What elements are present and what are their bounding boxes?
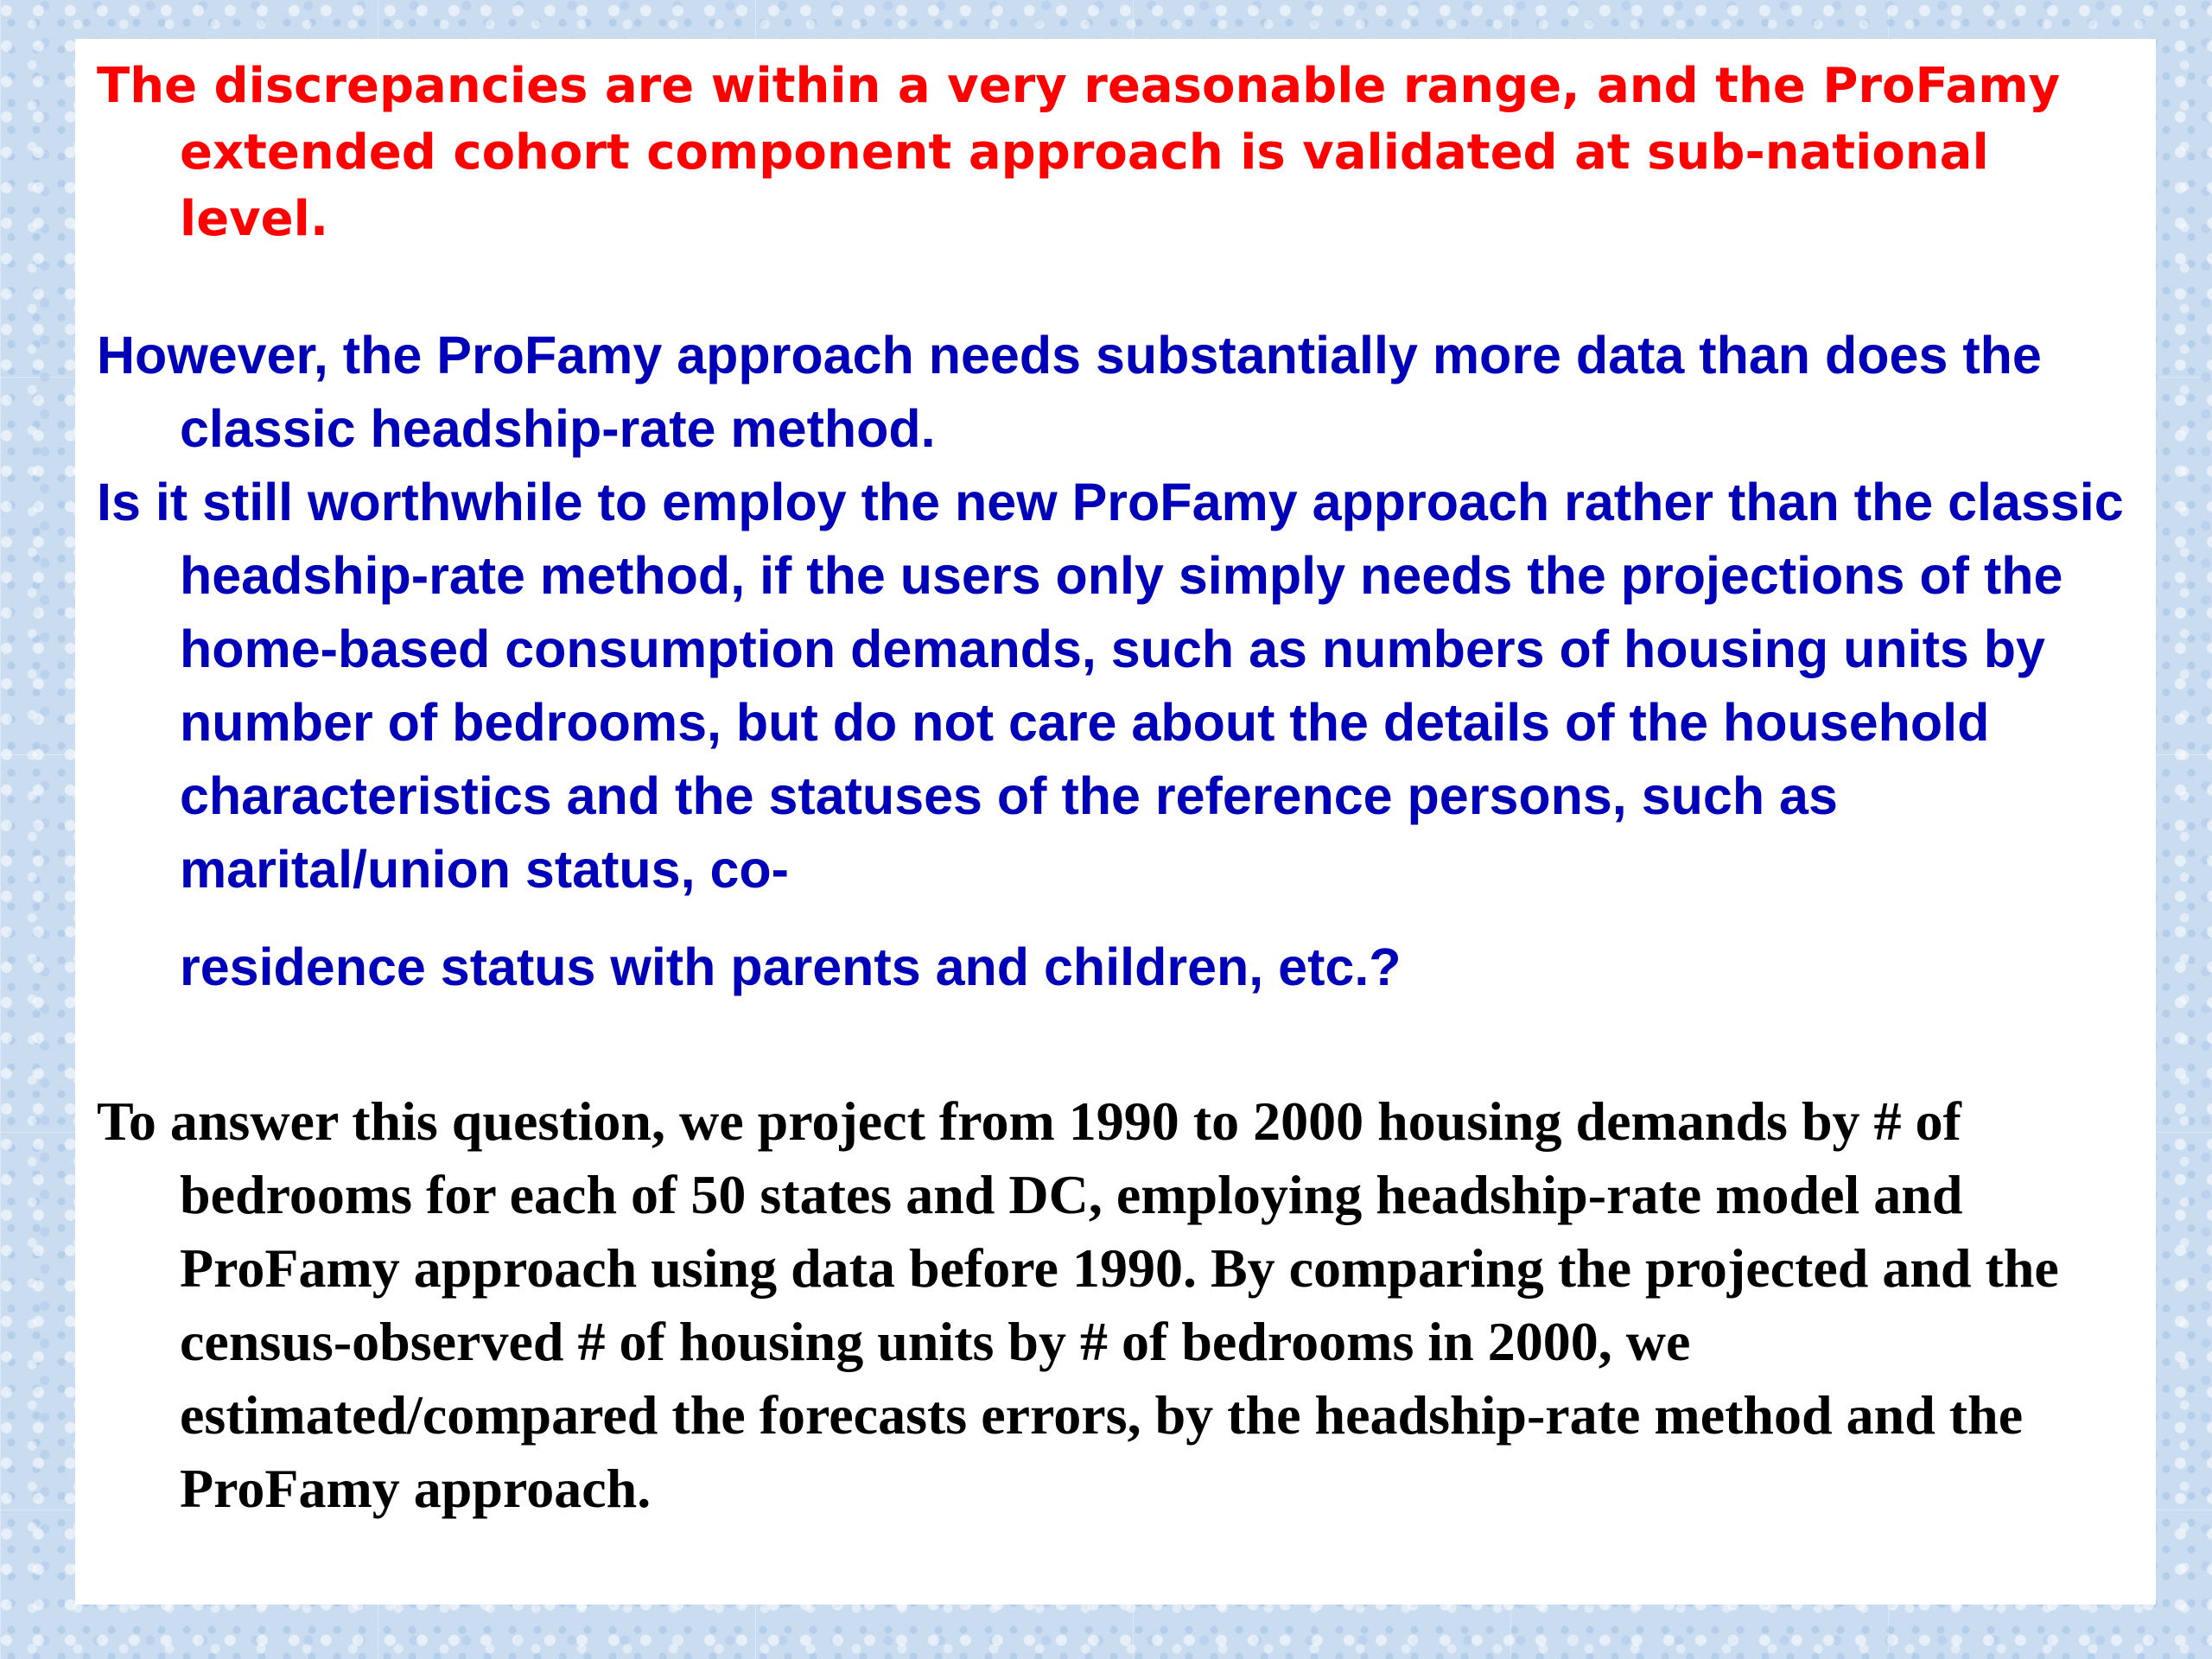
method-description-text: To answer this question, we project from 1990 to 2000 housing demands by # of bedrooms for each of 50 states and DC, employing headship-rate model and ProFamy approach using data before 1990. By comparing the projected and the census-observed # of housing units by # of bedrooms in 2000, we estimated/compared the forecasts errors, by the headship-rate method and the ProFamy approach. (97, 1090, 2059, 1519)
research-question-end: residence status with parents and children, etc.? (180, 938, 1402, 996)
slide-content-panel (75, 39, 2156, 1605)
research-question-text (97, 466, 2139, 1004)
research-question-main: Is it still worthwhile to employ the new ProFamy approach rather than the classic headship-rate method, if the users only simply needs the projections of the home-based consumption demands, such as numbers of housing units by number of bedrooms, but do not care about the details of the household characteristics and the statuses of the reference persons, such as marital/union status, co- (97, 473, 2124, 899)
validation-conclusion-text: The discrepancies are within a very reasonable range, and the ProFamy extended cohort component approach is validated at sub-national level. (97, 58, 2061, 247)
data-requirement-text: However, the ProFamy approach needs substantially more data than does the classic headship-rate method. (97, 326, 2042, 458)
